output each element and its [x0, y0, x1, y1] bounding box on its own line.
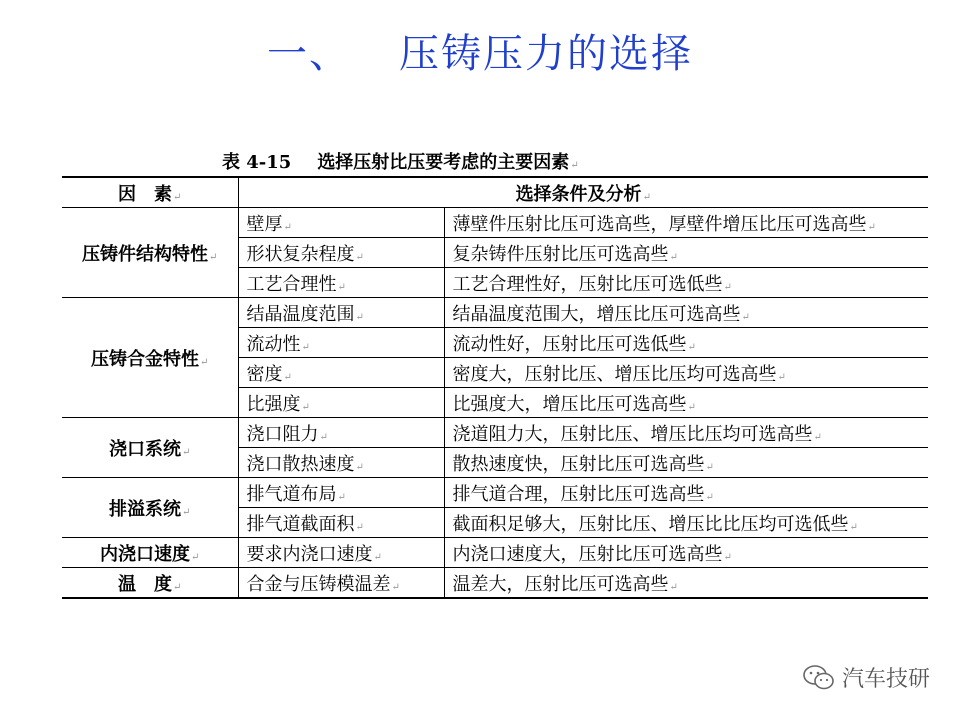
paragraph-mark-icon: ↵ — [849, 521, 858, 533]
category-cell: 浇口系统↵ — [62, 418, 238, 478]
analysis-cell: 结晶温度范围大，增压比压可选高些↵ — [444, 298, 928, 328]
item-cell: 排气道布局↵ — [238, 478, 444, 508]
paragraph-mark-icon: ↵ — [173, 581, 182, 593]
paragraph-mark-icon: ↵ — [173, 191, 182, 203]
item-cell: 工艺合理性↵ — [238, 268, 444, 298]
item-cell: 浇口阻力↵ — [238, 418, 444, 448]
analysis-cell: 复杂铸件压射比压可选高些↵ — [444, 238, 928, 268]
paragraph-mark-icon: ↵ — [355, 461, 364, 473]
item-cell: 浇口散热速度↵ — [238, 448, 444, 478]
paragraph-mark-icon: ↵ — [337, 281, 346, 293]
table-caption-number: 表 4-15 — [222, 152, 292, 173]
table-row — [62, 538, 928, 568]
paragraph-mark-icon: ↵ — [191, 551, 200, 563]
paragraph-mark-icon: ↵ — [723, 551, 732, 563]
analysis-cell: 散热速度快，压射比压可选高些↵ — [444, 448, 928, 478]
category-cell: 排溢系统↵ — [62, 478, 238, 538]
analysis-cell: 密度大，压射比压、增压比压均可选高些↵ — [444, 358, 928, 388]
analysis-cell: 排气道合理，压射比压可选高些↵ — [444, 478, 928, 508]
analysis-cell: 比强度大，增压比压可选高些↵ — [444, 388, 928, 418]
watermark-text: 汽车技研 — [841, 667, 930, 692]
item-cell: 结晶温度范围↵ — [238, 298, 444, 328]
item-cell: 流动性↵ — [238, 328, 444, 358]
table-row — [62, 418, 928, 448]
item-cell: 比强度↵ — [238, 388, 444, 418]
paragraph-mark-icon: ↵ — [687, 341, 696, 353]
paragraph-mark-icon: ↵ — [301, 401, 310, 413]
paragraph-mark-icon: ↵ — [669, 251, 678, 263]
analysis-cell: 内浇口速度大，压射比压可选高些↵ — [444, 538, 928, 568]
paragraph-mark-icon: ↵ — [570, 160, 579, 171]
paragraph-mark-icon: ↵ — [209, 251, 218, 263]
paragraph-mark-icon: ↵ — [391, 581, 400, 593]
item-cell: 形状复杂程度↵ — [238, 238, 444, 268]
paragraph-mark-icon: ↵ — [283, 221, 292, 233]
item-cell: 密度↵ — [238, 358, 444, 388]
paragraph-mark-icon: ↵ — [741, 311, 750, 323]
paragraph-mark-icon: ↵ — [319, 431, 328, 443]
paragraph-mark-icon: ↵ — [777, 371, 786, 383]
paragraph-mark-icon: ↵ — [182, 506, 191, 518]
paragraph-mark-icon: ↵ — [283, 371, 292, 383]
paragraph-mark-icon: ↵ — [373, 551, 382, 563]
analysis-cell: 截面积足够大，压射比压、增压比比压均可选低些↵ — [444, 508, 928, 538]
category-cell: 温 度↵ — [62, 568, 238, 599]
paragraph-mark-icon: ↵ — [669, 581, 678, 593]
watermark — [802, 662, 930, 693]
analysis-cell: 薄壁件压射比压可选高些，厚壁件增压比压可选高些↵ — [444, 208, 928, 238]
header-analysis: 选择条件及分析↵ — [238, 177, 928, 208]
analysis-cell: 温差大，压射比压可选高些↵ — [444, 568, 928, 599]
paragraph-mark-icon: ↵ — [355, 311, 364, 323]
item-cell: 合金与压铸模温差↵ — [238, 568, 444, 599]
table-row — [62, 208, 928, 238]
paragraph-mark-icon: ↵ — [355, 521, 364, 533]
wechat-icon — [802, 664, 836, 692]
paragraph-mark-icon: ↵ — [182, 446, 191, 458]
category-cell: 压铸合金特性↵ — [62, 298, 238, 418]
paragraph-mark-icon: ↵ — [723, 281, 732, 293]
analysis-cell: 流动性好，压射比压可选低些↵ — [444, 328, 928, 358]
table-row — [62, 298, 928, 328]
item-cell: 要求内浇口速度↵ — [238, 538, 444, 568]
paragraph-mark-icon: ↵ — [687, 401, 696, 413]
table-row — [62, 568, 928, 599]
slide-title — [0, 22, 960, 79]
slide-title-text: 压铸压力的选择 — [399, 31, 693, 77]
paragraph-mark-icon: ↵ — [705, 461, 714, 473]
paragraph-mark-icon: ↵ — [337, 491, 346, 503]
category-cell: 压铸件结构特性↵ — [62, 208, 238, 298]
category-cell: 内浇口速度↵ — [62, 538, 238, 568]
table-caption-text: 选择压射比压要考虑的主要因素 — [317, 152, 570, 173]
item-cell: 排气道截面积↵ — [238, 508, 444, 538]
factors-table — [62, 176, 928, 599]
paragraph-mark-icon: ↵ — [200, 356, 209, 368]
table-header-row — [62, 177, 928, 208]
paragraph-mark-icon: ↵ — [642, 191, 651, 203]
analysis-cell: 浇道阻力大，压射比压、增压比压均可选高些↵ — [444, 418, 928, 448]
table-caption — [222, 148, 579, 174]
header-factor: 因 素↵ — [62, 177, 238, 208]
paragraph-mark-icon: ↵ — [705, 491, 714, 503]
slide-title-number: 一、 — [267, 31, 351, 77]
table-row — [62, 478, 928, 508]
analysis-cell: 工艺合理性好，压射比压可选低些↵ — [444, 268, 928, 298]
paragraph-mark-icon: ↵ — [813, 431, 822, 443]
paragraph-mark-icon: ↵ — [867, 221, 876, 233]
paragraph-mark-icon: ↵ — [355, 251, 364, 263]
item-cell: 壁厚↵ — [238, 208, 444, 238]
paragraph-mark-icon: ↵ — [301, 341, 310, 353]
